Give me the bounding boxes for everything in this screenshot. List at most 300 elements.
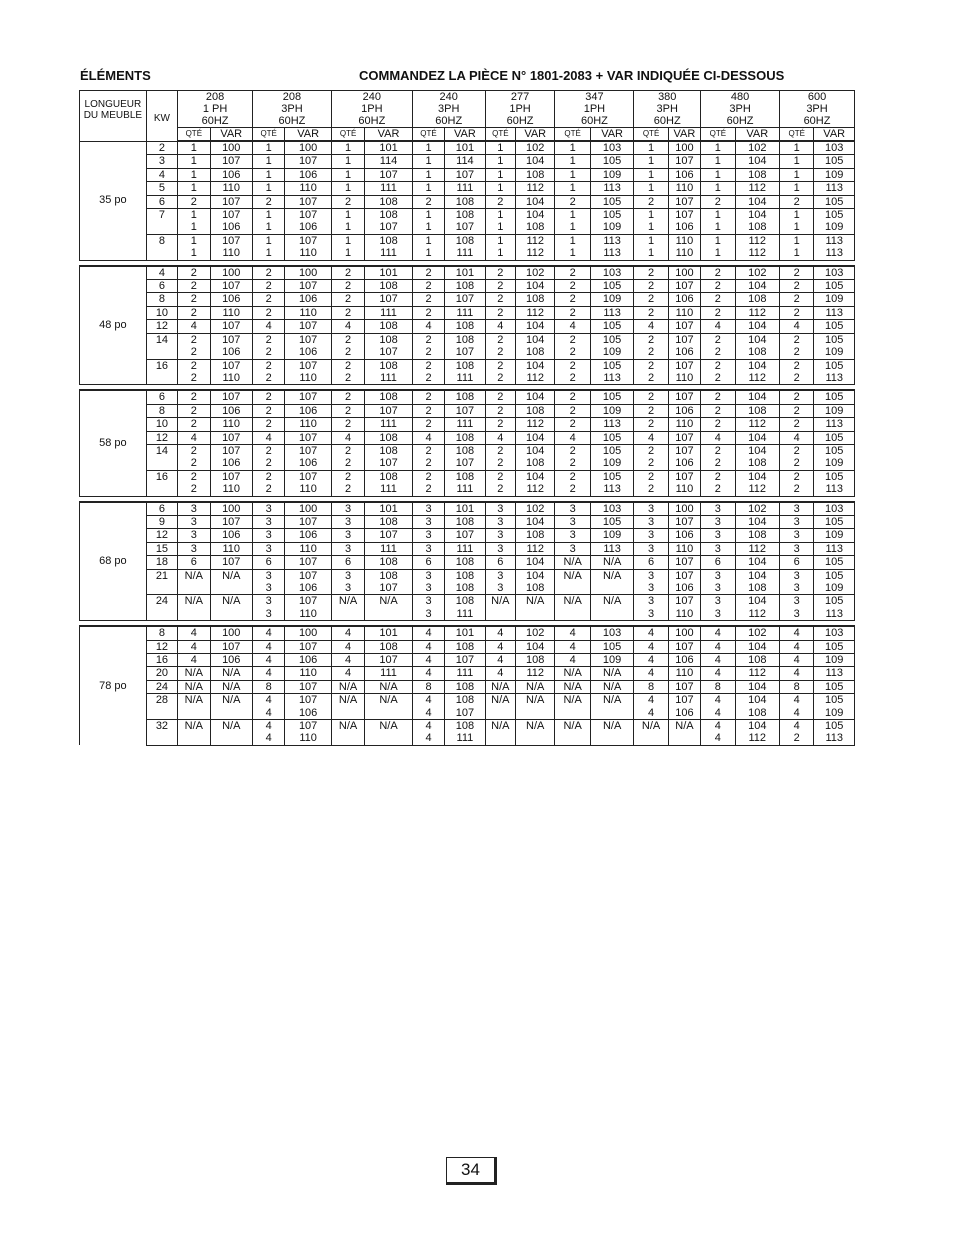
qty-cell: 3 [701,569,735,582]
qty-cell: 4 [178,626,210,640]
var-cell [590,707,634,720]
qty-header: QTÉ [555,128,590,142]
qty-cell: 2 [485,280,515,293]
qty-cell [555,732,590,745]
qty-cell: 4 [701,654,735,667]
var-cell: 105 [814,280,855,293]
table-row [80,732,855,745]
qty-cell: 1 [331,141,364,155]
var-cell: 108 [516,457,555,470]
table-row [80,404,855,417]
qty-cell: 4 [252,667,284,680]
var-cell: 105 [814,195,855,208]
qty-cell: 3 [555,529,590,542]
var-cell: 104 [735,515,780,528]
qty-cell: 1 [331,182,364,195]
qty-cell: 2 [331,390,364,404]
var-cell: 110 [668,418,700,431]
voltage-header-row [80,91,855,128]
var-cell: N/A [210,569,252,582]
var-cell: 113 [590,418,634,431]
var-cell: 111 [365,247,413,260]
qty-cell: 3 [634,582,668,595]
qty-cell: 2 [485,359,515,372]
kw-column-header: KW [146,91,177,142]
var-cell: 104 [735,320,780,333]
var-cell: 107 [668,470,700,483]
kw-value: 24 [146,680,177,693]
qty-cell [331,608,364,621]
var-cell: 111 [365,483,413,496]
qty-cell [485,608,515,621]
var-cell: 107 [365,221,413,234]
var-cell [668,732,700,745]
qty-cell: 4 [412,720,444,733]
var-cell: 107 [210,209,252,222]
var-cell: 113 [814,542,855,555]
qty-cell: 3 [780,595,814,608]
qty-cell: 1 [485,209,515,222]
var-cell [590,608,634,621]
var-cell: 108 [365,359,413,372]
qty-cell: 8 [252,680,284,693]
kw-value [146,372,177,385]
kw-value [146,346,177,359]
var-cell: 107 [210,444,252,457]
var-cell [210,707,252,720]
qty-cell: 2 [331,266,364,280]
var-cell: 110 [210,372,252,385]
qty-cell: 3 [331,515,364,528]
var-cell: 107 [285,280,332,293]
var-cell [590,582,634,595]
var-cell: 107 [445,457,485,470]
var-cell: 105 [590,640,634,653]
var-cell: 112 [735,247,780,260]
qty-cell: 2 [412,483,444,496]
var-cell: 107 [285,195,332,208]
qty-cell: 4 [178,654,210,667]
qty-cell: 2 [634,195,668,208]
table-row [80,168,855,181]
var-cell: 106 [668,582,700,595]
table-row [80,293,855,306]
var-cell: 110 [210,247,252,260]
qty-cell: 1 [485,141,515,155]
var-cell: 113 [590,542,634,555]
var-cell: 100 [285,626,332,640]
var-cell: 104 [516,556,555,569]
table-row [80,640,855,653]
var-cell: 108 [445,333,485,346]
qty-cell: 2 [331,372,364,385]
qty-cell: 6 [178,556,210,569]
qty-cell: 2 [634,390,668,404]
voltage-header-line: 208 [282,91,302,103]
kw-value: 4 [146,168,177,181]
var-cell: 112 [516,483,555,496]
qty-cell: 1 [780,168,814,181]
var-cell: 112 [735,234,780,247]
qty-cell: 4 [780,626,814,640]
var-cell: 112 [516,542,555,555]
cabinet-length: 48 po [80,266,147,385]
qty-cell: 4 [485,667,515,680]
var-cell: 100 [210,141,252,155]
var-cell: 103 [590,141,634,155]
qty-cell: 3 [252,502,284,516]
qty-cell: 2 [178,333,210,346]
var-cell: 110 [285,306,332,319]
qty-cell: 1 [555,155,590,168]
table-row [80,694,855,707]
qty-var-header-row [80,128,855,142]
qty-cell: 1 [701,221,735,234]
var-cell: 105 [590,209,634,222]
kw-value: 15 [146,542,177,555]
var-cell: 107 [365,582,413,595]
var-cell: 107 [210,320,252,333]
var-cell: N/A [590,569,634,582]
table-row [80,431,855,444]
var-cell: 103 [814,502,855,516]
qty-cell: 1 [252,155,284,168]
qty-cell: N/A [555,556,590,569]
kw-value: 6 [146,390,177,404]
qty-cell: 1 [178,168,210,181]
var-cell: 112 [735,306,780,319]
var-cell: N/A [590,680,634,693]
qty-cell: 4 [485,320,515,333]
var-cell: 107 [445,654,485,667]
voltage-header-line: 240 [362,91,382,103]
var-cell: 107 [445,293,485,306]
qty-cell: 2 [252,418,284,431]
qty-cell: 2 [412,293,444,306]
qty-cell: 2 [252,372,284,385]
var-cell: 106 [285,457,332,470]
var-cell: 105 [590,390,634,404]
qty-cell: 2 [634,404,668,417]
qty-cell: 4 [780,654,814,667]
qty-cell: 2 [780,280,814,293]
kw-value [146,457,177,470]
cabinet-length: 58 po [80,390,147,496]
qty-cell: 2 [178,266,210,280]
var-cell: 106 [210,168,252,181]
var-header: VAR [285,128,332,142]
var-cell: 107 [285,234,332,247]
var-cell: 113 [814,372,855,385]
var-cell: 107 [445,168,485,181]
var-cell: 105 [814,444,855,457]
var-cell: 107 [285,515,332,528]
var-cell: 107 [668,359,700,372]
var-cell: 109 [814,168,855,181]
qty-cell: 2 [178,306,210,319]
var-cell: 100 [210,626,252,640]
qty-cell: N/A [331,595,364,608]
qty-cell [331,732,364,745]
var-cell: 110 [285,247,332,260]
var-cell: 110 [285,483,332,496]
var-cell: 104 [516,195,555,208]
var-cell: 110 [668,372,700,385]
var-cell: 110 [210,483,252,496]
var-cell: 101 [445,141,485,155]
var-cell: 107 [668,155,700,168]
kw-value: 10 [146,418,177,431]
qty-cell: 2 [780,359,814,372]
kw-value: 18 [146,556,177,569]
var-header: VAR [516,128,555,142]
var-cell: 108 [445,320,485,333]
var-cell: 102 [516,502,555,516]
var-cell: N/A [365,720,413,733]
var-cell: 107 [210,470,252,483]
table-row [80,221,855,234]
var-cell: N/A [210,667,252,680]
qty-cell: 1 [780,247,814,260]
qty-cell: 2 [780,333,814,346]
var-cell: 109 [590,404,634,417]
qty-cell: 1 [412,234,444,247]
var-cell: 104 [735,333,780,346]
qty-cell: 1 [252,234,284,247]
var-cell: 113 [590,234,634,247]
var-cell: 107 [285,694,332,707]
qty-cell: 2 [701,306,735,319]
qty-cell: 2 [412,359,444,372]
qty-cell: 2 [485,306,515,319]
qty-cell: 2 [634,280,668,293]
qty-cell: 3 [331,569,364,582]
table-row [80,359,855,372]
qty-cell: 2 [412,306,444,319]
var-cell: 108 [735,529,780,542]
var-cell: 107 [668,515,700,528]
qty-cell: 1 [780,182,814,195]
qty-cell: 2 [701,359,735,372]
var-cell: 107 [285,720,332,733]
qty-cell: 2 [701,404,735,417]
qty-cell: 3 [780,515,814,528]
var-cell: 106 [210,529,252,542]
var-cell: 107 [210,390,252,404]
qty-cell: 3 [555,502,590,516]
qty-cell: N/A [178,680,210,693]
table-row [80,390,855,404]
qty-cell: 1 [412,168,444,181]
var-cell: 108 [365,209,413,222]
var-cell: 103 [814,141,855,155]
qty-cell: 2 [178,346,210,359]
var-cell: 113 [590,483,634,496]
table-row [80,502,855,516]
qty-header: QTÉ [331,128,364,142]
var-cell: 104 [516,431,555,444]
var-cell: 107 [445,404,485,417]
qty-cell: 2 [412,346,444,359]
var-cell: 114 [365,155,413,168]
var-cell: N/A [365,680,413,693]
var-header: VAR [668,128,700,142]
qty-cell: 1 [252,247,284,260]
qty-cell: 3 [412,502,444,516]
var-cell: 106 [285,168,332,181]
kw-value: 14 [146,333,177,346]
qty-cell: 8 [634,680,668,693]
table-row [80,608,855,621]
qty-cell [485,707,515,720]
kw-value: 3 [146,155,177,168]
qty-cell: 4 [252,654,284,667]
var-cell: 104 [516,640,555,653]
table-row [80,182,855,195]
var-cell: 107 [285,640,332,653]
var-cell: 107 [285,333,332,346]
voltage-header-line: 3PH [806,103,828,115]
var-cell [210,608,252,621]
qty-cell: 1 [555,141,590,155]
qty-cell: 2 [701,333,735,346]
var-cell: 108 [516,654,555,667]
qty-cell: 2 [485,346,515,359]
var-cell: 112 [735,732,780,745]
qty-cell: 4 [780,431,814,444]
qty-cell: N/A [331,680,364,693]
qty-cell: 4 [701,431,735,444]
qty-cell: 4 [331,626,364,640]
var-cell: 107 [365,404,413,417]
qty-cell: 4 [485,626,515,640]
qty-cell: 4 [555,431,590,444]
qty-cell: 2 [485,418,515,431]
var-cell: 111 [365,667,413,680]
qty-cell: 4 [780,320,814,333]
var-cell: 108 [445,720,485,733]
var-cell: 105 [590,195,634,208]
var-cell: 108 [445,234,485,247]
qty-cell: 6 [701,556,735,569]
var-cell: 105 [590,470,634,483]
var-cell: 100 [285,502,332,516]
qty-cell: 3 [252,542,284,555]
var-cell: 108 [445,280,485,293]
qty-cell [555,582,590,595]
kw-value [146,483,177,496]
qty-cell: 1 [701,182,735,195]
var-cell: 107 [668,320,700,333]
kw-value [146,707,177,720]
qty-cell: 4 [178,431,210,444]
var-cell: 103 [814,266,855,280]
var-cell: N/A [516,680,555,693]
var-cell [210,582,252,595]
qty-cell: 2 [555,418,590,431]
qty-cell: 4 [701,707,735,720]
qty-cell: 1 [701,155,735,168]
qty-cell: 8 [701,680,735,693]
var-cell [516,707,555,720]
var-cell: 105 [814,320,855,333]
var-cell: 107 [210,640,252,653]
qty-cell: 2 [331,470,364,483]
var-cell: 106 [210,404,252,417]
var-cell: 108 [516,221,555,234]
qty-cell: N/A [331,694,364,707]
qty-cell: N/A [555,569,590,582]
var-cell: 113 [590,182,634,195]
var-cell: 110 [285,667,332,680]
var-cell: 108 [365,431,413,444]
table-row [80,306,855,319]
qty-cell: 4 [412,320,444,333]
qty-cell: 3 [701,515,735,528]
var-cell: 113 [590,247,634,260]
var-cell: 107 [668,390,700,404]
var-cell: 110 [285,732,332,745]
var-cell: 104 [735,209,780,222]
var-cell: 108 [735,404,780,417]
var-cell: 108 [445,359,485,372]
var-cell: 112 [516,234,555,247]
qty-cell: 6 [634,556,668,569]
qty-cell: N/A [555,694,590,707]
var-cell: 108 [365,444,413,457]
var-cell: 108 [445,694,485,707]
qty-cell: 3 [485,542,515,555]
var-cell: 104 [516,569,555,582]
var-cell: 101 [365,266,413,280]
qty-cell: 4 [555,640,590,653]
var-cell: 109 [590,654,634,667]
qty-cell: 4 [634,707,668,720]
kw-value: 12 [146,431,177,444]
qty-cell: N/A [178,569,210,582]
var-cell: 102 [516,626,555,640]
qty-cell: 2 [331,457,364,470]
qty-cell: 2 [780,418,814,431]
qty-cell [634,732,668,745]
qty-cell: 2 [634,470,668,483]
var-cell: 106 [285,582,332,595]
var-cell: 104 [735,680,780,693]
qty-cell: 2 [252,457,284,470]
qty-cell: 2 [331,280,364,293]
qty-cell: 2 [634,372,668,385]
qty-cell: 2 [331,418,364,431]
var-cell: 108 [445,680,485,693]
var-cell [516,608,555,621]
var-cell: 107 [285,209,332,222]
var-cell: 111 [445,732,485,745]
var-cell: 108 [445,470,485,483]
qty-cell: 1 [555,168,590,181]
var-cell: 107 [668,195,700,208]
qty-cell: 2 [485,470,515,483]
kw-value: 6 [146,280,177,293]
qty-cell: 1 [634,168,668,181]
qty-cell: 2 [178,444,210,457]
qty-cell: 4 [252,732,284,745]
var-cell: 102 [516,141,555,155]
qty-header: QTÉ [701,128,735,142]
var-cell: 105 [814,720,855,733]
qty-cell: 3 [634,502,668,516]
table-row [80,595,855,608]
qty-cell: 4 [701,626,735,640]
